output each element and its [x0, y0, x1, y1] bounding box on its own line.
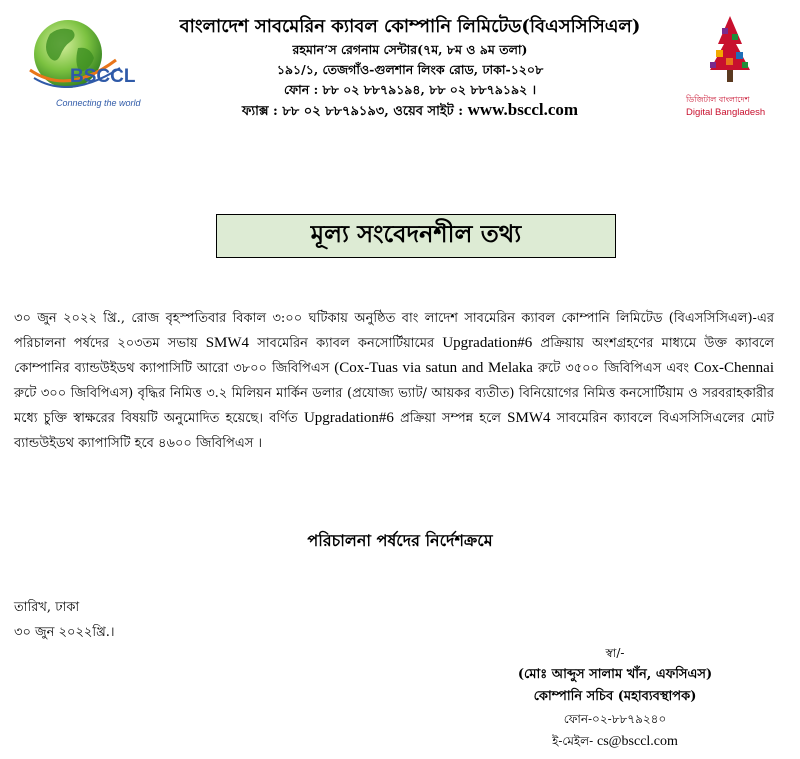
company-title: বাংলাদেশ সাবমেরিন ক্যাবল কোম্পানি লিমিটেড(বিএসসিসিএল): [179, 16, 641, 37]
logo-text: BSCCL: [70, 66, 136, 87]
address-line-2: ১৯১/১, তেজগাঁও-গুলশান লিংক রোড, ঢাকা-১২০৮: [276, 62, 544, 77]
cable-name: SMW4: [205, 335, 250, 351]
signatory-email-line: [500, 730, 730, 753]
body-text-6: প্রক্রিয়া সম্পন্ন হলে: [400, 411, 501, 426]
fax-web-label: ফ্যাক্স : ৮৮ ০২ ৮৮৭৯১৯৩, ওয়েব সাইট :: [241, 104, 464, 119]
price-sensitive-title: মূল্য সংবেদনশীল তথ্য: [216, 214, 616, 258]
body-text-4: রুটে ৩৫০০ জিবিপিএস এবং: [537, 361, 690, 376]
upgradation-label: Upgradation#6: [442, 335, 533, 351]
logo-right-bn: ডিজিটাল বাংলাদেশ: [686, 95, 750, 104]
signatory-name: (মোঃ আব্দুস সালাম খাঁন, এফসিএস): [517, 667, 713, 682]
route-1: (Cox-Tuas via satun and Melaka: [334, 360, 533, 376]
date-value: ৩০ জুন ২০২২খ্রি.।: [14, 625, 115, 640]
fax-web-line: [150, 100, 670, 123]
cable-name-2: SMW4: [507, 410, 551, 426]
email-link[interactable]: cs@bsccl.com: [596, 734, 678, 749]
body-text-1: ৩০ জুন ২০২২ খ্রি., রোজ বৃহস্পতিবার বিকাল ৩:০০ ঘটিকায় অনুষ্ঠিত বাং লাদেশ সাবমেরিন ক্যাবল কোম্পানি লিমিটেড (বিএসসিসিএল)-এর পরিচালনা পর্ষদের ২০৩তম সভায়: [14, 311, 774, 351]
signature-block: [500, 642, 730, 753]
email-label: ই-মেইল-: [552, 734, 594, 748]
board-directive: পরিচালনা পর্ষদের নির্দেশক্রমে: [307, 531, 493, 550]
date-place: তারিখ, ঢাকা: [14, 600, 80, 615]
letterhead: [150, 14, 670, 123]
upgradation-label-2: Upgradation#6: [303, 410, 394, 426]
signatory-phone: ফোন-০২-৮৮৭৯২৪০: [563, 712, 667, 726]
route-2: Cox-Chennai: [694, 360, 774, 376]
date-block: [14, 595, 115, 645]
logo-right-en: Digital Bangladesh: [686, 107, 766, 118]
signatory-designation: কোম্পানি সচিব (মহাব্যবস্থাপক): [533, 689, 697, 704]
phone-line: ফোন : ৮৮ ০২ ৮৮৭৯১৯৪, ৮৮ ০২ ৮৮৭৯১৯২ ।: [283, 82, 537, 97]
body-text-2: সাবমেরিন ক্যাবল কনসোর্টিয়ামের: [257, 336, 435, 351]
body-text-5: রুটে ৩০০ জিবিপিএস) বৃদ্ধির নিমিত্ত ৩.২ মিলিয়ন মার্কিন ডলার (প্রযোজ্য ভ্যাট/ আয়কর ব্যতীত) বিনিয়োগের নিমিত্ত কনসোর্টিয়াম ও সরবরাহকারীর মধ্যে চুক্তি স্বাক্ষরের বিষয়টি অনুমোদিত হয়েছে। বর্ণিত: [14, 386, 774, 426]
body-paragraph: [14, 306, 774, 456]
body-text-3: প্রক্রিয়ায় অংশগ্রহণের মাধ্যমে উক্ত ক্যাবলে কোম্পানির ব্যান্ডউইডথ ক্যাপাসিটি আরো ৩৮০০ জিবিপিএস: [14, 336, 775, 376]
website-link[interactable]: www.bsccl.com: [467, 100, 579, 119]
signed-mark: স্বা/-: [605, 646, 625, 660]
logo-tagline: Connecting the world: [56, 98, 141, 108]
mosaic-tree-icon: [680, 14, 780, 94]
bsccl-logo: [20, 12, 140, 112]
address-line-1: রহমান’স রেগনাম সেন্টার(৭ম, ৮ম ও ৯ম তলা): [292, 42, 528, 57]
digital-bangladesh-logo: [680, 14, 780, 124]
body-text-7: সাবমেরিন ক্যাবলে বিএসসিসিএলের মোট ব্যান্ডউইডথ ক্যাপাসিটি হবে ৪৬০০ জিবিপিএস ।: [14, 411, 774, 451]
globe-icon: [20, 12, 140, 112]
